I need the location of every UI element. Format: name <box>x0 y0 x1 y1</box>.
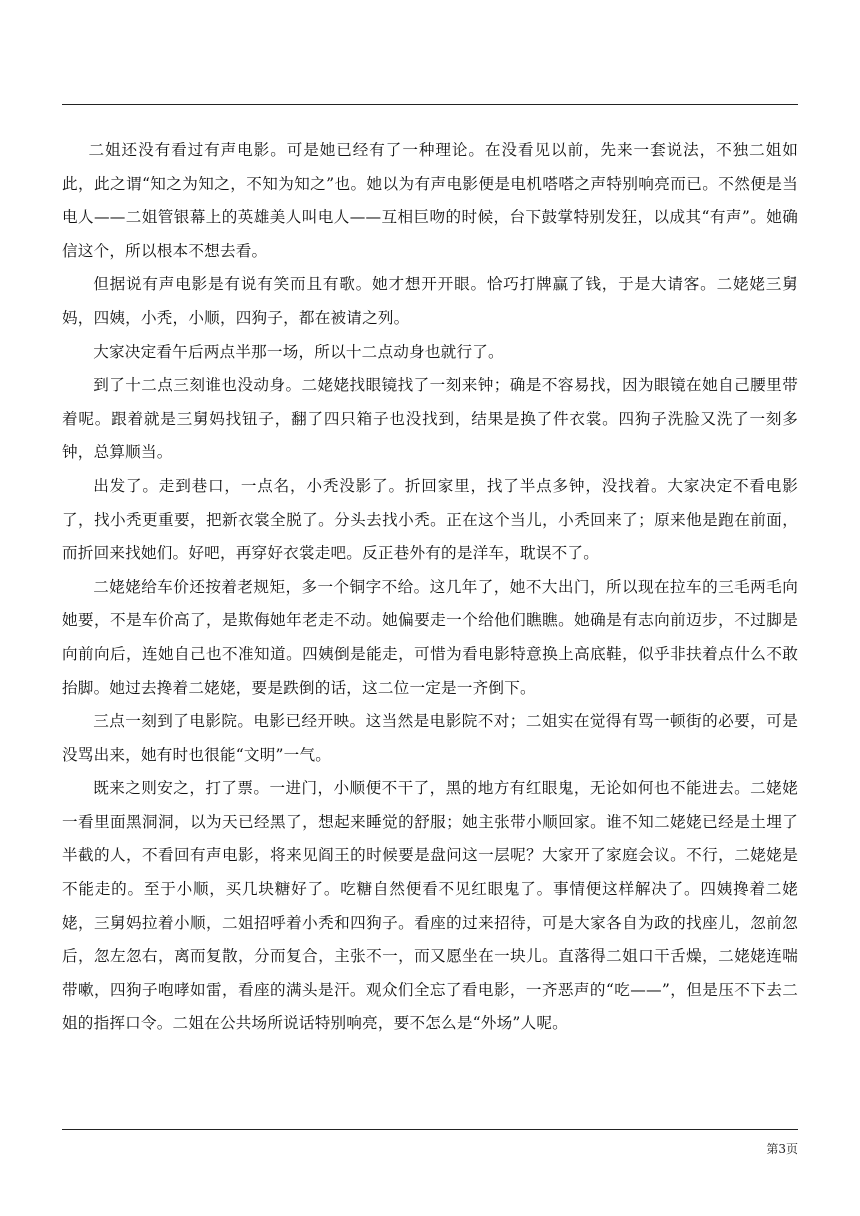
footer-rule <box>62 1129 798 1130</box>
paragraph: 出发了。走到巷口，一点名，小秃没影了。折回家里，找了半点多钟，没找着。大家决定不看电影了，找小秃更重要，把新衣裳全脱了。分头去找小秃。正在这个当儿，小秃回来了；原来他是跑在前面，而折回来找她们。好吧，再穿好衣裳走吧。反正巷外有的是洋车，耽误不了。 <box>62 476 798 563</box>
paragraph: 到了十二点三刻谁也没动身。二姥姥找眼镜找了一刻来钟；确是不容易找，因为眼镜在她自己腰里带着呢。跟着就是三舅妈找钮子，翻了四只箱子也没找到，结果是换了件衣裳。四狗子洗脸又洗了一刻多钟，总算顺当。 <box>62 376 798 462</box>
paragraph: 但据说有声电影是有说有笑而且有歌。她才想开开眼。恰巧打牌赢了钱，于是大请客。二姥姥三舅妈，四姨，小秃，小顺，四狗子，都在被请之列。 <box>62 275 798 327</box>
paragraph: 大家决定看午后两点半那一场，所以十二点动身也就行了。 <box>93 342 504 361</box>
paragraph: 二姥姥给车价还按着老规矩，多一个铜字不给。这几年了，她不大出门，所以现在拉车的三毛两毛向她要，不是车价高了，是欺侮她年老走不动。她偏要走一个给他们瞧瞧。她确是有志向前迈步，不过脚是向前向后，连她自己也不准知道。四姨倒是能走，可惜为看电影特意换上高底鞋，似乎非扶着点什么不敢抬脚。她过去搀着二姥姥，要是跌倒的话，这二位一定是一齐倒下。 <box>62 577 798 697</box>
paragraph: 既来之则安之，打了票。一进门，小顺便不干了，黑的地方有红眼鬼，无论如何也不能进去。二姥姥一看里面黑洞洞，以为天已经黑了，想起来睡觉的舒服；她主张带小顺回家。谁不知二姥姥已经是土埋了半截的人，不看回有声电影，将来见阎王的时候要是盘问这一层呢？大家开了家庭会议。不行，二姥姥是不能走的。至于小顺，买几块糖好了。吃糖自然便看不见红眼鬼了。事情便这样解决了。四姨搀着二姥姥，三舅妈拉着小顺，二姐招呼着小秃和四狗子。看座的过来招待，可是大家各自为政的找座儿，忽前忽后，忽左忽右，离而复散，分而复合，主张不一，而又愿坐在一块儿。直落得二姐口干舌燥，二姥姥连喘带嗽，四狗子咆哮如雷，看座的满头是汗。观众们全忘了看电影，一齐恶声的“吃——”，但是压不下去二姐的指挥口令。二姐在公共场所说话特别响亮，要不怎么是“外场”人呢。 <box>62 779 798 1033</box>
paragraph: 二姐还没有看过有声电影。可是她已经有了一种理论。在没看见以前，先来一套说法，不独二姐如此，此之谓“知之为知之，不知为知之”也。她以为有声电影便是电机嗒嗒之声特别响亮而已。不然便是当电人——二姐管银幕上的英雄美人叫电人——互相巨吻的时候，台下鼓掌特别发狂，以成其“有声”。她确信这个，所以根本不想去看。 <box>62 141 798 260</box>
page-number: 第3页 <box>766 1142 798 1156</box>
header-rule <box>62 104 798 105</box>
paragraph: 三点一刻到了电影院。电影已经开映。这当然是电影院不对；二姐实在觉得有骂一顿街的必要，可是没骂出来，她有时也很能“文明”一气。 <box>62 712 798 764</box>
document-body <box>62 134 798 1041</box>
